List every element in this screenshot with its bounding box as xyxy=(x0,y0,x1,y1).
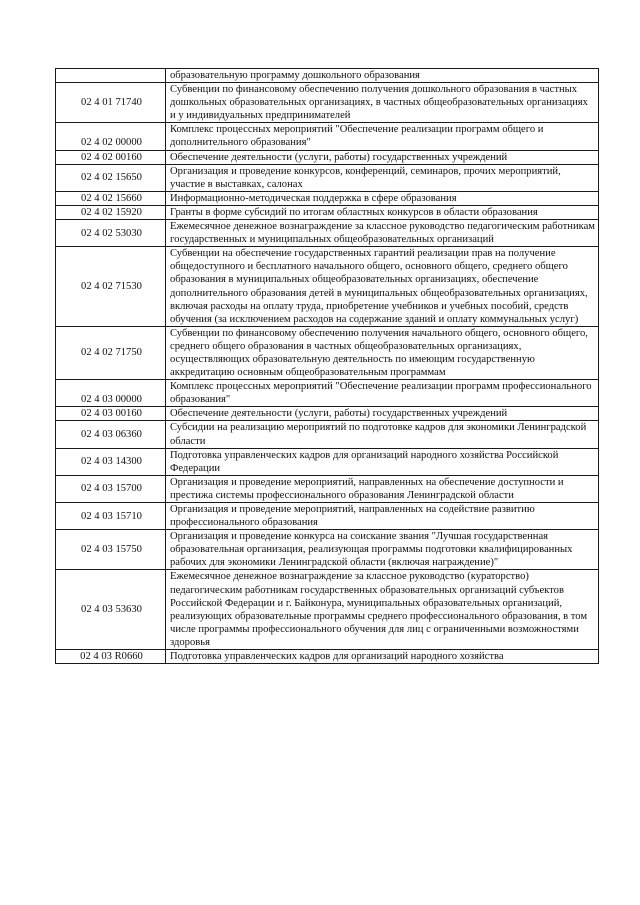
budget-code-cell: 02 4 02 15660 xyxy=(56,191,166,205)
table-row xyxy=(56,326,599,379)
table-row xyxy=(56,164,599,191)
description-cell: Информационно-методическая поддержка в сфере образования xyxy=(166,191,599,205)
table-row xyxy=(56,205,599,219)
budget-code-cell: 02 4 02 00000 xyxy=(56,123,166,150)
description-cell: Ежемесячное денежное вознаграждение за классное руководство педагогическим работникам государственных и муниципальных общеобразовательных организаций xyxy=(166,220,599,247)
budget-code-cell: 02 4 03 53630 xyxy=(56,570,166,650)
budget-code-cell: 02 4 03 06360 xyxy=(56,421,166,448)
description-cell: Подготовка управленческих кадров для организаций народного хозяйства xyxy=(166,650,599,664)
description-cell: Субвенции по финансовому обеспечению получения дошкольного образования в частных дошкольных образовательных организациях, в частных общеобразовательных организациях и у индивидуальных предпринимателей xyxy=(166,83,599,123)
description-cell: Организация и проведение конкурса на соискание звания "Лучшая государственная образовательная организация, реализующая программы подготовки квалифицированных рабочих для экономики Ленинградской области (включая награждение)" xyxy=(166,530,599,570)
table-row xyxy=(56,123,599,150)
budget-code-table-page xyxy=(55,68,598,664)
budget-code-cell: 02 4 03 15710 xyxy=(56,503,166,530)
description-cell: Субсидии на реализацию мероприятий по подготовке кадров для экономики Ленинградской области xyxy=(166,421,599,448)
table-row xyxy=(56,191,599,205)
budget-code-cell: 02 4 02 71750 xyxy=(56,326,166,379)
table-row xyxy=(56,150,599,164)
budget-code-cell: 02 4 03 14300 xyxy=(56,448,166,475)
budget-code-cell: 02 4 03 00000 xyxy=(56,380,166,407)
budget-code-cell xyxy=(56,69,166,83)
description-cell: Организация и проведение мероприятий, направленных на содействие развитию профессионального образования xyxy=(166,503,599,530)
table-row xyxy=(56,530,599,570)
table-row xyxy=(56,475,599,502)
budget-code-cell: 02 4 02 53030 xyxy=(56,220,166,247)
table-body xyxy=(56,69,599,664)
budget-code-cell: 02 4 02 71530 xyxy=(56,247,166,327)
table-row xyxy=(56,650,599,664)
table-row xyxy=(56,220,599,247)
description-cell: Комплекс процессных мероприятий "Обеспечение реализации программ профессионального образования" xyxy=(166,380,599,407)
table-row xyxy=(56,503,599,530)
table-row xyxy=(56,407,599,421)
description-cell: образовательную программу дошкольного образования xyxy=(166,69,599,83)
description-cell: Субвенции по финансовому обеспечению получения начального общего, основного общего, среднего общего образования в частных общеобразовательных организациях, осуществляющих образовательную деятельность по имеющим государственную аккредитацию основным общеобразовательным программам xyxy=(166,326,599,379)
budget-code-cell: 02 4 03 R0660 xyxy=(56,650,166,664)
table-row xyxy=(56,83,599,123)
description-cell: Подготовка управленческих кадров для организаций народного хозяйства Российской Федерации xyxy=(166,448,599,475)
budget-code-cell: 02 4 02 00160 xyxy=(56,150,166,164)
description-cell: Гранты в форме субсидий по итогам областных конкурсов в области образования xyxy=(166,205,599,219)
budget-code-cell: 02 4 03 15750 xyxy=(56,530,166,570)
table-row xyxy=(56,570,599,650)
description-cell: Обеспечение деятельности (услуги, работы) государственных учреждений xyxy=(166,150,599,164)
budget-code-cell: 02 4 02 15920 xyxy=(56,205,166,219)
budget-code-cell: 02 4 02 15650 xyxy=(56,164,166,191)
description-cell: Субвенции на обеспечение государственных гарантий реализации прав на получение общедоступного и бесплатного начального общего, основного общего, среднего общего образования в муниципальных общеобразовательных организациях, обеспечение дополнительного образования детей в муниципальных общеобразовательных организациях, включая расходы на оплату труда, приобретение учебников и учебных пособий, средств обучения (за исключением расходов на содержание зданий и оплату коммунальных услуг) xyxy=(166,247,599,327)
description-cell: Комплекс процессных мероприятий "Обеспечение реализации программ общего и дополнительного образования" xyxy=(166,123,599,150)
table-row xyxy=(56,247,599,327)
budget-code-table xyxy=(55,68,599,664)
table-row xyxy=(56,69,599,83)
table-row xyxy=(56,380,599,407)
budget-code-cell: 02 4 03 00160 xyxy=(56,407,166,421)
description-cell: Обеспечение деятельности (услуги, работы) государственных учреждений xyxy=(166,407,599,421)
description-cell: Организация и проведение конкурсов, конференций, семинаров, прочих мероприятий, участие в выставках, салонах xyxy=(166,164,599,191)
table-row xyxy=(56,448,599,475)
budget-code-cell: 02 4 01 71740 xyxy=(56,83,166,123)
description-cell: Организация и проведение мероприятий, направленных на обеспечение доступности и престижа системы профессионального образования Ленинградской области xyxy=(166,475,599,502)
description-cell: Ежемесячное денежное вознаграждение за классное руководство (кураторство) педагогическим работникам государственных образовательных организаций субъектов Российской Федерации и г. Байконура, муниципальных образовательных организаций, реализующих образовательные программы среднего профессионального образования, в том числе программы профессионального обучения для лиц с ограниченными возможностями здоровья xyxy=(166,570,599,650)
table-row xyxy=(56,421,599,448)
budget-code-cell: 02 4 03 15700 xyxy=(56,475,166,502)
